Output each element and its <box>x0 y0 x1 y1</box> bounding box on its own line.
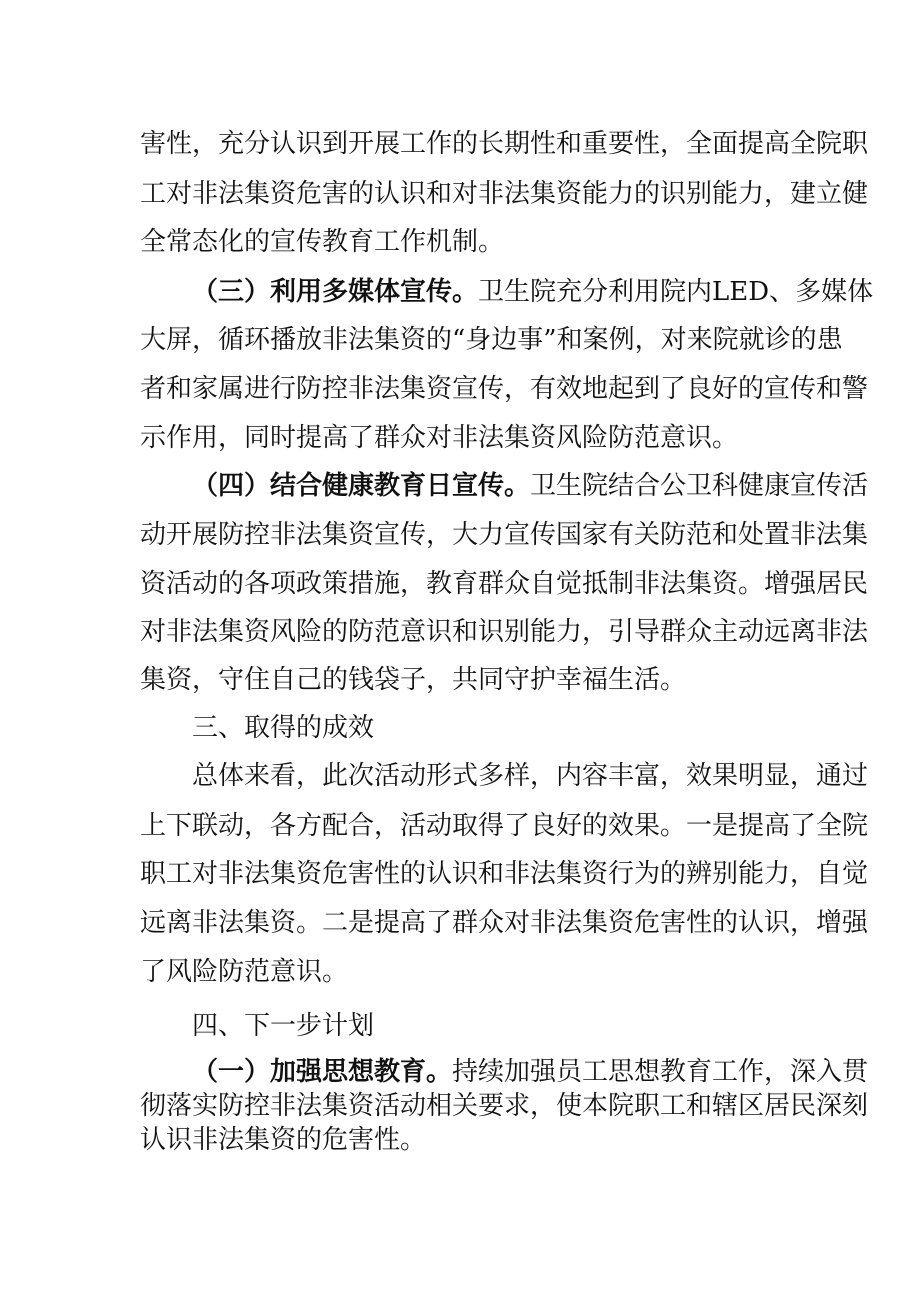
paragraph-5-line-2: 彻落实防控非法集资活动相关要求，使本院职工和辖区居民深刻 <box>140 1091 869 1121</box>
paragraph-5-lead: （一）加强思想教育。 <box>192 1057 453 1087</box>
paragraph-4-line-4: 远离非法集资。二是提高了群众对非法集资危害性的认识，增强 <box>140 908 869 938</box>
paragraph-3-first-rest: 卫生院结合公卫科健康宣传活 <box>530 471 869 501</box>
paragraph-5-line-1 <box>192 1056 869 1088</box>
paragraph-3-line-2: 动开展防控非法集资宣传，大力宣传国家有关防范和处置非法集 <box>140 520 869 550</box>
paragraph-3-line-1 <box>192 470 869 502</box>
paragraph-4-line-2: 上下联动，各方配合，活动取得了良好的效果。一是提高了全院 <box>140 811 869 841</box>
paragraph-4-line-3: 职工对非法集资危害性的认识和非法集资行为的辨别能力，自觉 <box>140 859 869 889</box>
section-heading-results: 三、取得的成效 <box>192 713 375 743</box>
paragraph-4-line-5: 了风险防范意识。 <box>140 957 349 987</box>
paragraph-2-line-3: 者和家属进行防控非法集资宣传，有效地起到了良好的宣传和警 <box>140 374 869 404</box>
paragraph-1-line-2: 工对非法集资危害的认识和对非法集资能力的识别能力，建立健 <box>140 179 869 209</box>
paragraph-2-line-4: 示作用，同时提高了群众对非法集资风险防范意识。 <box>140 423 739 453</box>
paragraph-1-line-1: 害性，充分认识到开展工作的长期性和重要性，全面提高全院职 <box>140 129 869 159</box>
paragraph-5-line-3: 认识非法集资的危害性。 <box>140 1125 427 1155</box>
paragraph-3-lead: （四）结合健康教育日宣传。 <box>192 471 531 501</box>
paragraph-4-line-1: 总体来看，此次活动形式多样，内容丰富，效果明显，通过 <box>192 761 869 791</box>
paragraph-2-line-2: 大屏，循环播放非法集资的“身边事”和案例，对来院就诊的患 <box>140 325 843 355</box>
paragraph-2-first-rest: 卫生院充分利用院内LED、多媒体 <box>478 277 874 307</box>
section-heading-next-steps: 四、下一步计划 <box>192 1011 375 1041</box>
paragraph-3-line-3: 资活动的各项政策措施，教育群众自觉抵制非法集资。增强居民 <box>140 569 869 599</box>
paragraph-5-first-rest: 持续加强员工思想教育工作，深入贯 <box>452 1057 869 1087</box>
paragraph-3-line-4: 对非法集资风险的防范意识和识别能力，引导群众主动远离非法 <box>140 617 869 647</box>
paragraph-1-line-3: 全常态化的宣传教育工作机制。 <box>140 227 505 257</box>
paragraph-3-line-5: 集资，守住自己的钱袋子，共同守护幸福生活。 <box>140 665 687 695</box>
paragraph-2-lead: （三）利用多媒体宣传。 <box>192 277 479 307</box>
paragraph-2-line-1 <box>192 276 874 308</box>
